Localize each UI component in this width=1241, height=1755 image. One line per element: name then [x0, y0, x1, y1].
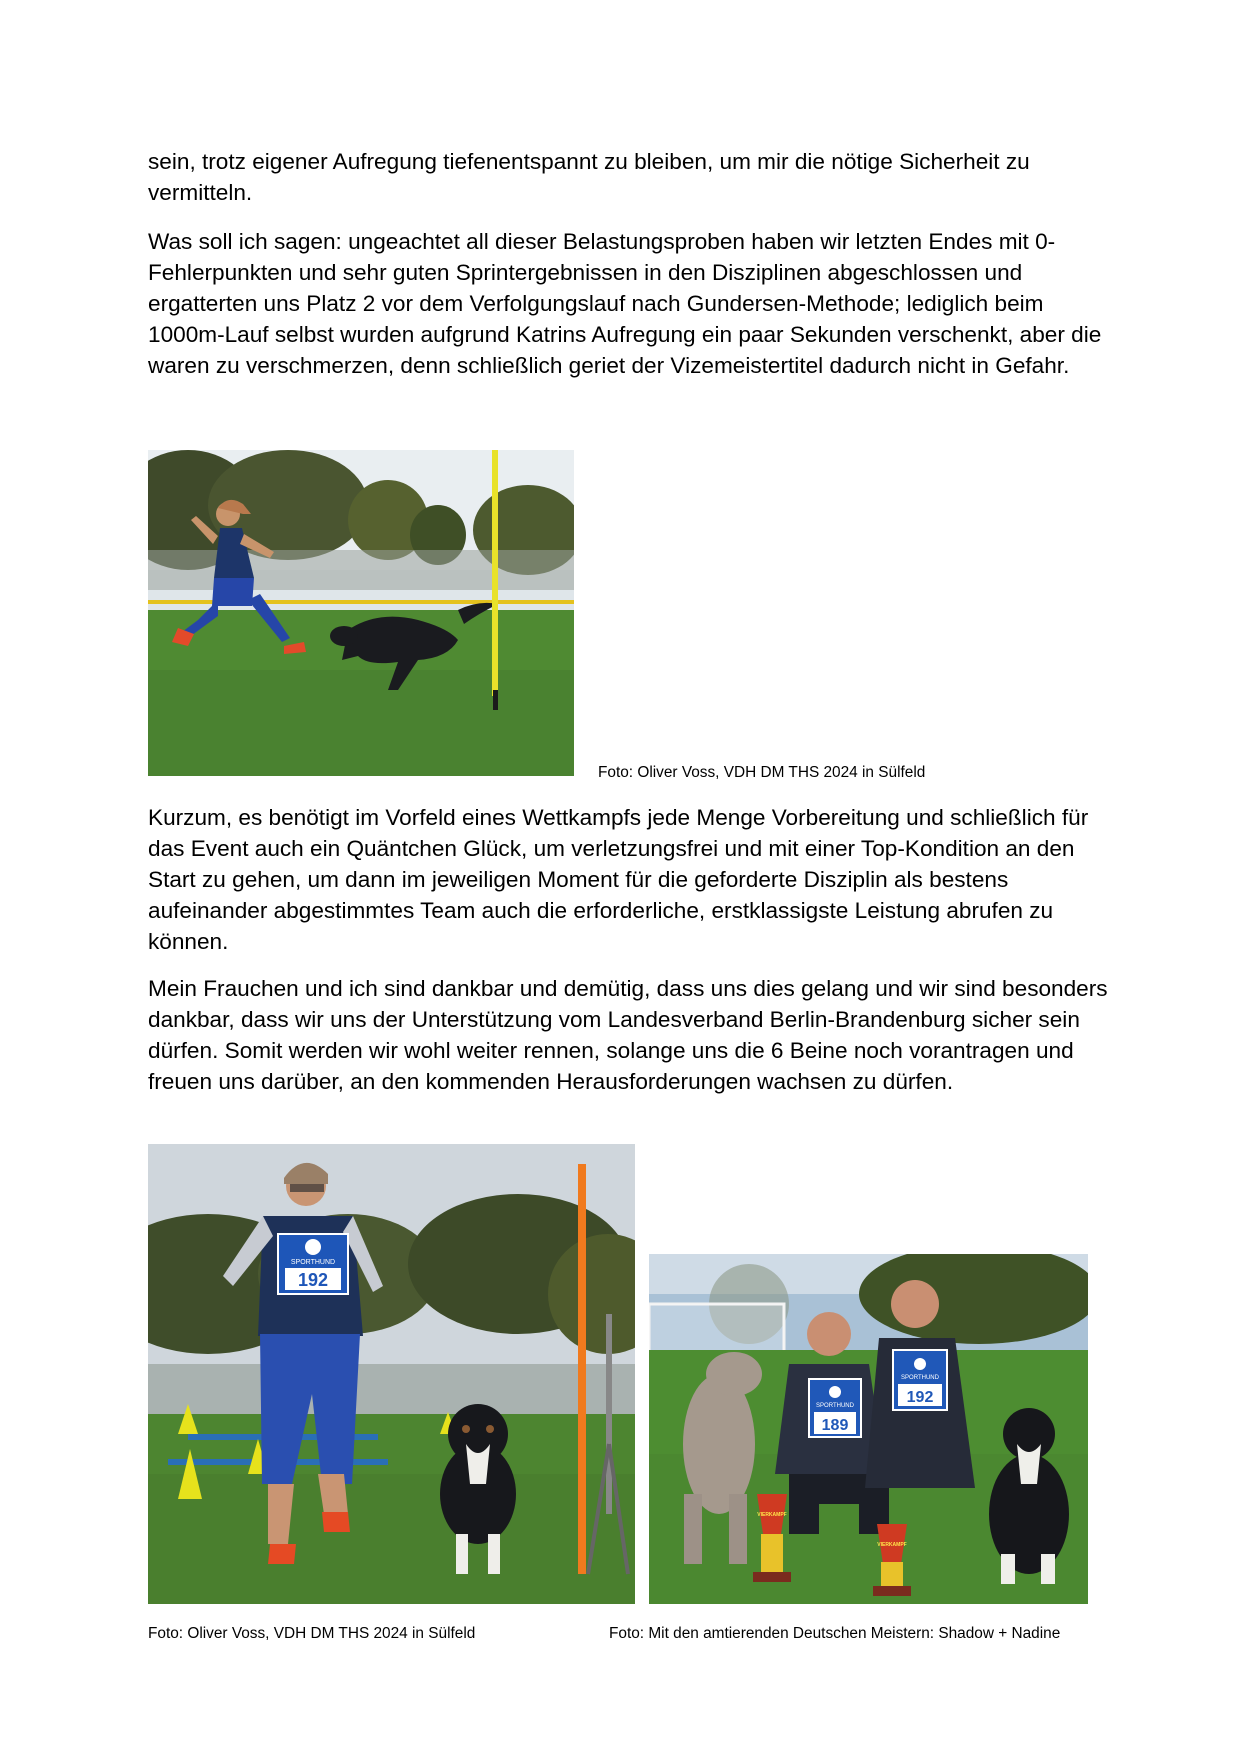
photo-sprint-illustration [148, 450, 574, 776]
paragraph-1: sein, trotz eigener Aufregung tiefenentspannt zu bleiben, um mir die nötige Sicherheit zu vermitteln. [148, 149, 1030, 205]
trophy-label-left: VIERKAMPF [757, 1512, 787, 1518]
paragraph-3: Kurzum, es benötigt im Vorfeld eines Wettkampfs jede Menge Vorbereitung und schließlich für das Event auch ein Quäntchen Glück, um verletzungsfrei und mit einer Top-Kondition an den Start zu gehen, um dann im jeweiligen Moment für die geforderte Disziplin als bestens aufeinander abgestimmtes Team auch die erforderliche, erstklassigste Leistung abrufen zu können. [148, 805, 1089, 954]
bib-brand-run: SPORTHUND [290, 1259, 336, 1266]
bib-brand-left: SPORTHUND [816, 1403, 854, 1409]
paragraph-4: Mein Frauchen und ich sind dankbar und demütig, dass uns dies gelang und wir sind besonders dankbar, dass wir uns der Unterstützung vom Landesverband Berlin-Brandenburg sicher sein dürfen. Somit werden wir wohl weiter rennen, solange uns die 6 Beine noch vorantragen und freuen uns darüber, an den kommenden Herausforderungen wachsen zu dürfen. [148, 976, 1108, 1094]
bib-number-right: 192 [906, 1389, 934, 1406]
bib-number-run: 192 [297, 1270, 329, 1290]
photo-team-illustration [649, 1254, 1088, 1604]
trophy-label-right: VIERKAMPF [877, 1542, 907, 1548]
photo-run-caption: Foto: Oliver Voss, VDH DM THS 2024 in Sülfeld [148, 1625, 476, 1642]
photo-team-caption: Foto: Mit den amtierenden Deutschen Meistern: Shadow + Nadine [609, 1625, 1061, 1642]
bib-brand-right: SPORTHUND [901, 1375, 939, 1381]
photo-run [148, 1144, 635, 1604]
bib-number-left: 189 [821, 1417, 849, 1434]
photo-team [649, 1254, 1088, 1604]
paragraph-2: Was soll ich sagen: ungeachtet all dieser Belastungsproben haben wir letzten Endes mit 0-Fehlerpunkten und sehr guten Sprintergebnissen in den Disziplinen abgeschlossen und ergatterten uns Platz 2 vor dem Verfolgungslauf nach Gundersen-Methode; lediglich beim 1000m-Lauf selbst wurden aufgrund Katrins Aufregung ein paar Sekunden verschenkt, aber die waren zu verschmerzen, denn schließlich geriet der Vizemeistertitel dadurch nicht in Gefahr. [148, 229, 1102, 378]
photo-run-illustration [148, 1144, 635, 1604]
photo-sprint-caption: Foto: Oliver Voss, VDH DM THS 2024 in Sülfeld [598, 764, 926, 781]
photo-sprint [148, 450, 574, 776]
